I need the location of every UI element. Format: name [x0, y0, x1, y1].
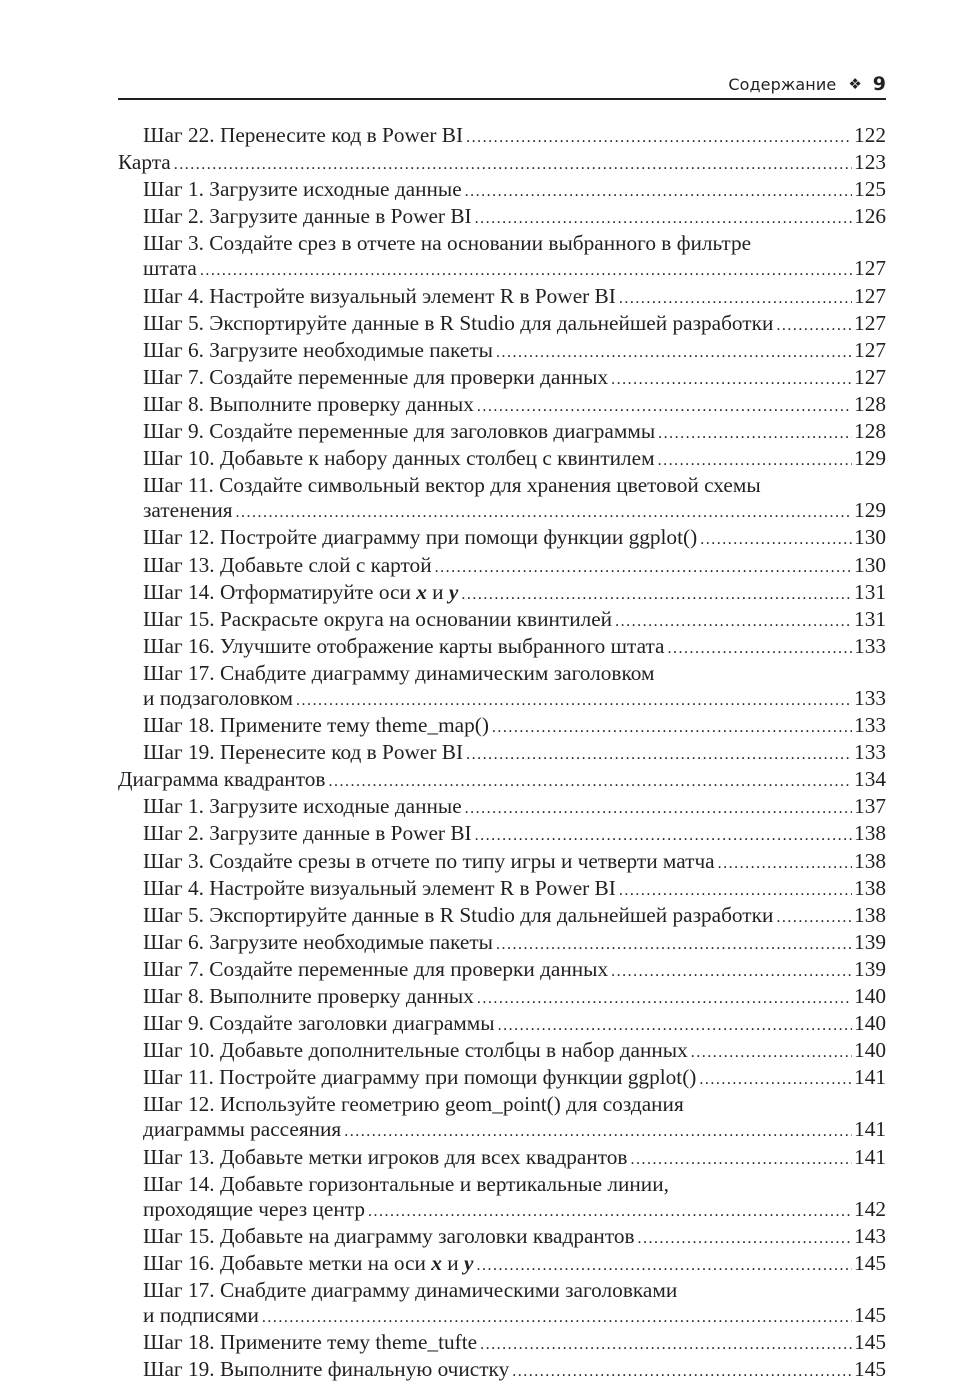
toc-step-entry[interactable]	[118, 419, 886, 446]
toc-entry-title: Шаг 5. Экспортируйте данные в R Studio для дальнейшей разработки	[143, 902, 774, 927]
toc-step-entry[interactable]	[118, 1117, 886, 1144]
toc-page-number: 145	[854, 1303, 886, 1328]
toc-entry-title: Шаг 18. Примените тему theme_tufte	[143, 1330, 478, 1355]
toc-page-number: 143	[854, 1223, 886, 1248]
toc-page-number: 127	[854, 310, 886, 335]
toc-page-number: 127	[854, 364, 886, 389]
toc-entry-title: Шаг 7. Создайте переменные для проверки данных	[143, 956, 609, 981]
dot-leader	[619, 286, 852, 311]
toc-section-entry[interactable]	[118, 150, 886, 177]
toc-entry-title: Шаг 8. Выполните проверку данных	[143, 984, 474, 1008]
dot-leader	[615, 609, 852, 634]
toc-section-entry[interactable]	[118, 767, 886, 794]
toc-entry-first-line: Шаг 17. Снабдите диаграмму динамическим заголовком	[143, 660, 655, 685]
dot-leader	[658, 448, 852, 473]
toc-step-entry[interactable]	[118, 984, 886, 1011]
toc-entry-title: Шаг 3. Создайте срезы в отчете по типу игры и четверти матча	[143, 848, 715, 873]
dot-leader	[236, 500, 853, 525]
toc-step-entry[interactable]	[118, 365, 886, 392]
toc-entry-title: диаграммы рассеяния	[143, 1117, 342, 1142]
toc-page-number: 145	[854, 1250, 886, 1275]
toc-step-entry[interactable]	[118, 204, 886, 231]
toc-page-number: 139	[854, 929, 886, 954]
dot-leader	[480, 1332, 852, 1357]
toc-entry-title: Шаг 7. Создайте переменные для проверки данных	[143, 364, 609, 389]
dot-leader	[776, 905, 852, 930]
dot-leader	[174, 152, 852, 177]
toc-entry-title: Шаг 9. Создайте переменные для заголовков диаграммы	[143, 419, 656, 444]
toc-step-entry[interactable]	[118, 686, 886, 713]
dot-leader	[512, 1359, 852, 1384]
axis-var-y: y	[448, 579, 459, 604]
toc-step-entry[interactable]	[118, 876, 886, 903]
dot-leader	[492, 715, 852, 740]
toc-entry-title: штата	[143, 256, 197, 281]
toc-step-entry[interactable]	[118, 446, 886, 473]
toc-step-entry[interactable]	[118, 311, 886, 338]
toc-step-entry[interactable]	[118, 338, 886, 365]
toc-entry-title: Шаг 8. Выполните проверку данных	[143, 391, 474, 416]
toc-page-number: 133	[854, 740, 886, 765]
toc-entry-title: Шаг 11. Постройте диаграмму при помощи функции ggplot()	[143, 1065, 697, 1090]
toc-entry-title: Шаг 14. Отформатируйте оси x и y	[143, 579, 459, 604]
toc-step-entry[interactable]	[118, 553, 886, 580]
toc-page-number: 138	[854, 875, 886, 900]
dot-leader	[466, 742, 852, 767]
toc-step-entry[interactable]	[118, 821, 886, 848]
toc-page-number: 140	[854, 1011, 886, 1036]
toc-page-number: 142	[854, 1196, 886, 1221]
toc-page-number: 128	[854, 391, 886, 416]
toc-entry-title: Шаг 1. Загрузите исходные данные	[143, 794, 462, 819]
dot-leader	[496, 932, 852, 957]
toc-step-entry[interactable]	[118, 607, 886, 634]
toc-step-entry[interactable]	[118, 1224, 886, 1251]
toc-entry-first-line: Шаг 14. Добавьте горизонтальные и вертикальные линии,	[143, 1171, 669, 1196]
diamond-ornament-icon: ❖	[848, 75, 862, 93]
toc-page-number: 141	[854, 1144, 886, 1169]
toc-entry-title: Шаг 2. Загрузите данные в Power BI	[143, 204, 472, 229]
toc-entry-title: Шаг 19. Выполните финальную очистку	[143, 1357, 510, 1382]
toc-page-number: 133	[854, 685, 886, 710]
toc-page-number: 138	[854, 821, 886, 846]
toc-entry-title: Шаг 10. Добавьте к набору данных столбец с квинтилем	[143, 446, 655, 471]
toc-page-number: 138	[854, 848, 886, 873]
dot-leader	[200, 258, 852, 283]
dot-leader	[262, 1305, 852, 1330]
toc-entry-title: Диаграмма квадрантов	[118, 767, 326, 792]
toc-entry-title: Шаг 15. Добавьте на диаграмму заголовки квадрантов	[143, 1223, 635, 1248]
dot-leader	[658, 421, 852, 446]
toc-entry-title: Карта	[118, 150, 171, 175]
toc-entry-first-line: Шаг 12. Используйте геометрию geom_point() для создания	[143, 1092, 684, 1117]
toc-page-number: 134	[854, 767, 886, 792]
toc-entry-title: Шаг 12. Постройте диаграмму при помощи функции ggplot()	[143, 525, 698, 550]
page-number: 9	[872, 73, 886, 95]
toc-entry-title: Шаг 16. Улучшите отображение карты выбранного штата	[143, 633, 665, 658]
toc-entry-title: Шаг 10. Добавьте дополнительные столбцы в набор данных	[143, 1038, 688, 1063]
toc-step-entry[interactable]	[118, 1011, 886, 1038]
dot-leader	[691, 1040, 852, 1065]
dot-leader	[368, 1199, 852, 1224]
toc-step-entry[interactable]	[118, 849, 886, 876]
toc-entry-first-line: Шаг 17. Снабдите диаграмму динамическими заголовками	[143, 1278, 678, 1303]
toc-step-entry[interactable]	[118, 1330, 886, 1357]
toc-entry-title: и подписями	[143, 1303, 259, 1328]
toc-step-entry[interactable]	[118, 740, 886, 767]
toc-page-number: 141	[854, 1065, 886, 1090]
toc-step-entry[interactable]	[118, 1145, 886, 1172]
toc-page-number: 127	[854, 337, 886, 362]
toc-page-number: 131	[854, 579, 886, 604]
toc-page-number: 126	[854, 204, 886, 229]
toc-step-entry[interactable]	[118, 1357, 886, 1384]
dot-leader	[611, 367, 852, 392]
toc-step-entry[interactable]	[118, 525, 886, 552]
dot-leader	[465, 179, 852, 204]
dot-leader	[477, 394, 852, 419]
axis-var-x: x	[431, 1250, 442, 1275]
toc-step-entry[interactable]	[118, 123, 886, 150]
toc-entry-title: и подзаголовком	[143, 685, 294, 710]
toc-page-number: 145	[854, 1357, 886, 1382]
toc-page-number: 123	[854, 150, 886, 175]
toc-entry-title: Шаг 18. Примените тему theme_map()	[143, 713, 489, 738]
toc-entry-title: Шаг 19. Перенесите код в Power BI	[143, 740, 464, 765]
toc-entry-title: Шаг 4. Настройте визуальный элемент R в Power BI	[143, 875, 616, 900]
toc-page-number: 139	[854, 956, 886, 981]
toc-page-number: 141	[854, 1117, 886, 1142]
toc-entry-title: Шаг 1. Загрузите исходные данные	[143, 177, 462, 202]
toc-step-entry[interactable]	[118, 392, 886, 419]
toc-page-number: 140	[854, 984, 886, 1008]
dot-leader	[668, 636, 853, 661]
toc-step-entry[interactable]	[118, 957, 886, 984]
dot-leader	[465, 796, 852, 821]
toc-step-entry[interactable]	[118, 1251, 886, 1278]
toc-step-entry[interactable]	[118, 498, 886, 525]
dot-leader	[296, 688, 852, 713]
toc-step-entry[interactable]	[118, 284, 886, 311]
dot-leader	[476, 1253, 852, 1278]
dot-leader	[477, 986, 852, 1011]
toc-page-number: 133	[854, 633, 886, 658]
dot-leader	[630, 1147, 852, 1172]
toc-page-number: 131	[854, 606, 886, 631]
dot-leader	[435, 555, 852, 580]
dot-leader	[496, 340, 852, 365]
toc-page-number: 130	[854, 525, 886, 550]
dot-leader	[611, 959, 852, 984]
toc-step-entry[interactable]	[118, 1038, 886, 1065]
dot-leader	[498, 1013, 852, 1038]
toc-entry-title: Шаг 15. Раскрасьте округа на основании квинтилей	[143, 606, 613, 631]
toc-step-entry[interactable]	[118, 794, 886, 821]
dot-leader	[638, 1226, 853, 1251]
axis-var-y: y	[463, 1250, 474, 1275]
toc-page-number: 122	[854, 123, 886, 147]
toc-page-number: 140	[854, 1038, 886, 1063]
dot-leader	[776, 313, 852, 338]
dot-leader	[466, 125, 852, 150]
toc-step-entry[interactable]	[118, 256, 886, 283]
toc-step-entry[interactable]	[118, 1197, 886, 1224]
toc-page-number: 125	[854, 177, 886, 202]
dot-leader	[328, 769, 852, 794]
toc-entry-title: Шаг 2. Загрузите данные в Power BI	[143, 821, 472, 846]
toc-entry-title: Шаг 13. Добавьте метки игроков для всех квадрантов	[143, 1144, 628, 1169]
toc-entry-first-line: Шаг 11. Создайте символьный вектор для хранения цветовой схемы	[143, 473, 761, 498]
toc-entry-title: Шаг 16. Добавьте метки на оси x и y	[143, 1250, 474, 1275]
running-header	[118, 70, 886, 100]
toc-entry-title: Шаг 6. Загрузите необходимые пакеты	[143, 929, 493, 954]
toc-entry-first-line: Шаг 3. Создайте срез в отчете на основании выбранного в фильтре	[143, 231, 752, 256]
toc-entry-title: Шаг 5. Экспортируйте данные в R Studio для дальнейшей разработки	[143, 310, 774, 335]
toc-page-number: 127	[854, 283, 886, 308]
dot-leader	[344, 1119, 852, 1144]
table-of-contents	[118, 123, 886, 1384]
toc-page-number: 128	[854, 419, 886, 444]
toc-step-entry[interactable]	[118, 713, 886, 740]
section-title: Содержание	[728, 74, 837, 94]
toc-entry-title: Шаг 22. Перенесите код в Power BI	[143, 123, 464, 147]
toc-entry-title: Шаг 9. Создайте заголовки диаграммы	[143, 1011, 495, 1036]
toc-page-number: 130	[854, 552, 886, 577]
toc-step-entry[interactable]	[118, 1065, 886, 1092]
dot-leader	[700, 527, 852, 552]
dot-leader	[718, 851, 852, 876]
toc-page-number: 137	[854, 794, 886, 819]
toc-page-number: 145	[854, 1330, 886, 1355]
toc-page-number: 129	[854, 498, 886, 523]
dot-leader	[475, 823, 852, 848]
toc-entry-title: Шаг 6. Загрузите необходимые пакеты	[143, 337, 493, 362]
toc-page-number: 133	[854, 713, 886, 738]
toc-entry-title: Шаг 13. Добавьте слой с картой	[143, 552, 432, 577]
toc-entry-title: проходящие через центр	[143, 1196, 365, 1221]
toc-step-entry[interactable]	[118, 580, 886, 607]
axis-var-x: x	[416, 579, 427, 604]
toc-page-number: 129	[854, 446, 886, 471]
toc-step-entry[interactable]	[118, 634, 886, 661]
toc-page-number: 138	[854, 902, 886, 927]
dot-leader	[475, 206, 852, 231]
toc-page-number: 127	[854, 256, 886, 281]
toc-step-entry[interactable]	[118, 1303, 886, 1330]
dot-leader	[699, 1067, 852, 1092]
dot-leader	[619, 878, 852, 903]
toc-step-entry[interactable]	[118, 903, 886, 930]
toc-step-entry[interactable]	[118, 177, 886, 204]
toc-step-entry[interactable]	[118, 930, 886, 957]
dot-leader	[461, 582, 852, 607]
toc-entry-title: затенения	[143, 498, 233, 523]
toc-entry-title: Шаг 4. Настройте визуальный элемент R в Power BI	[143, 283, 616, 308]
